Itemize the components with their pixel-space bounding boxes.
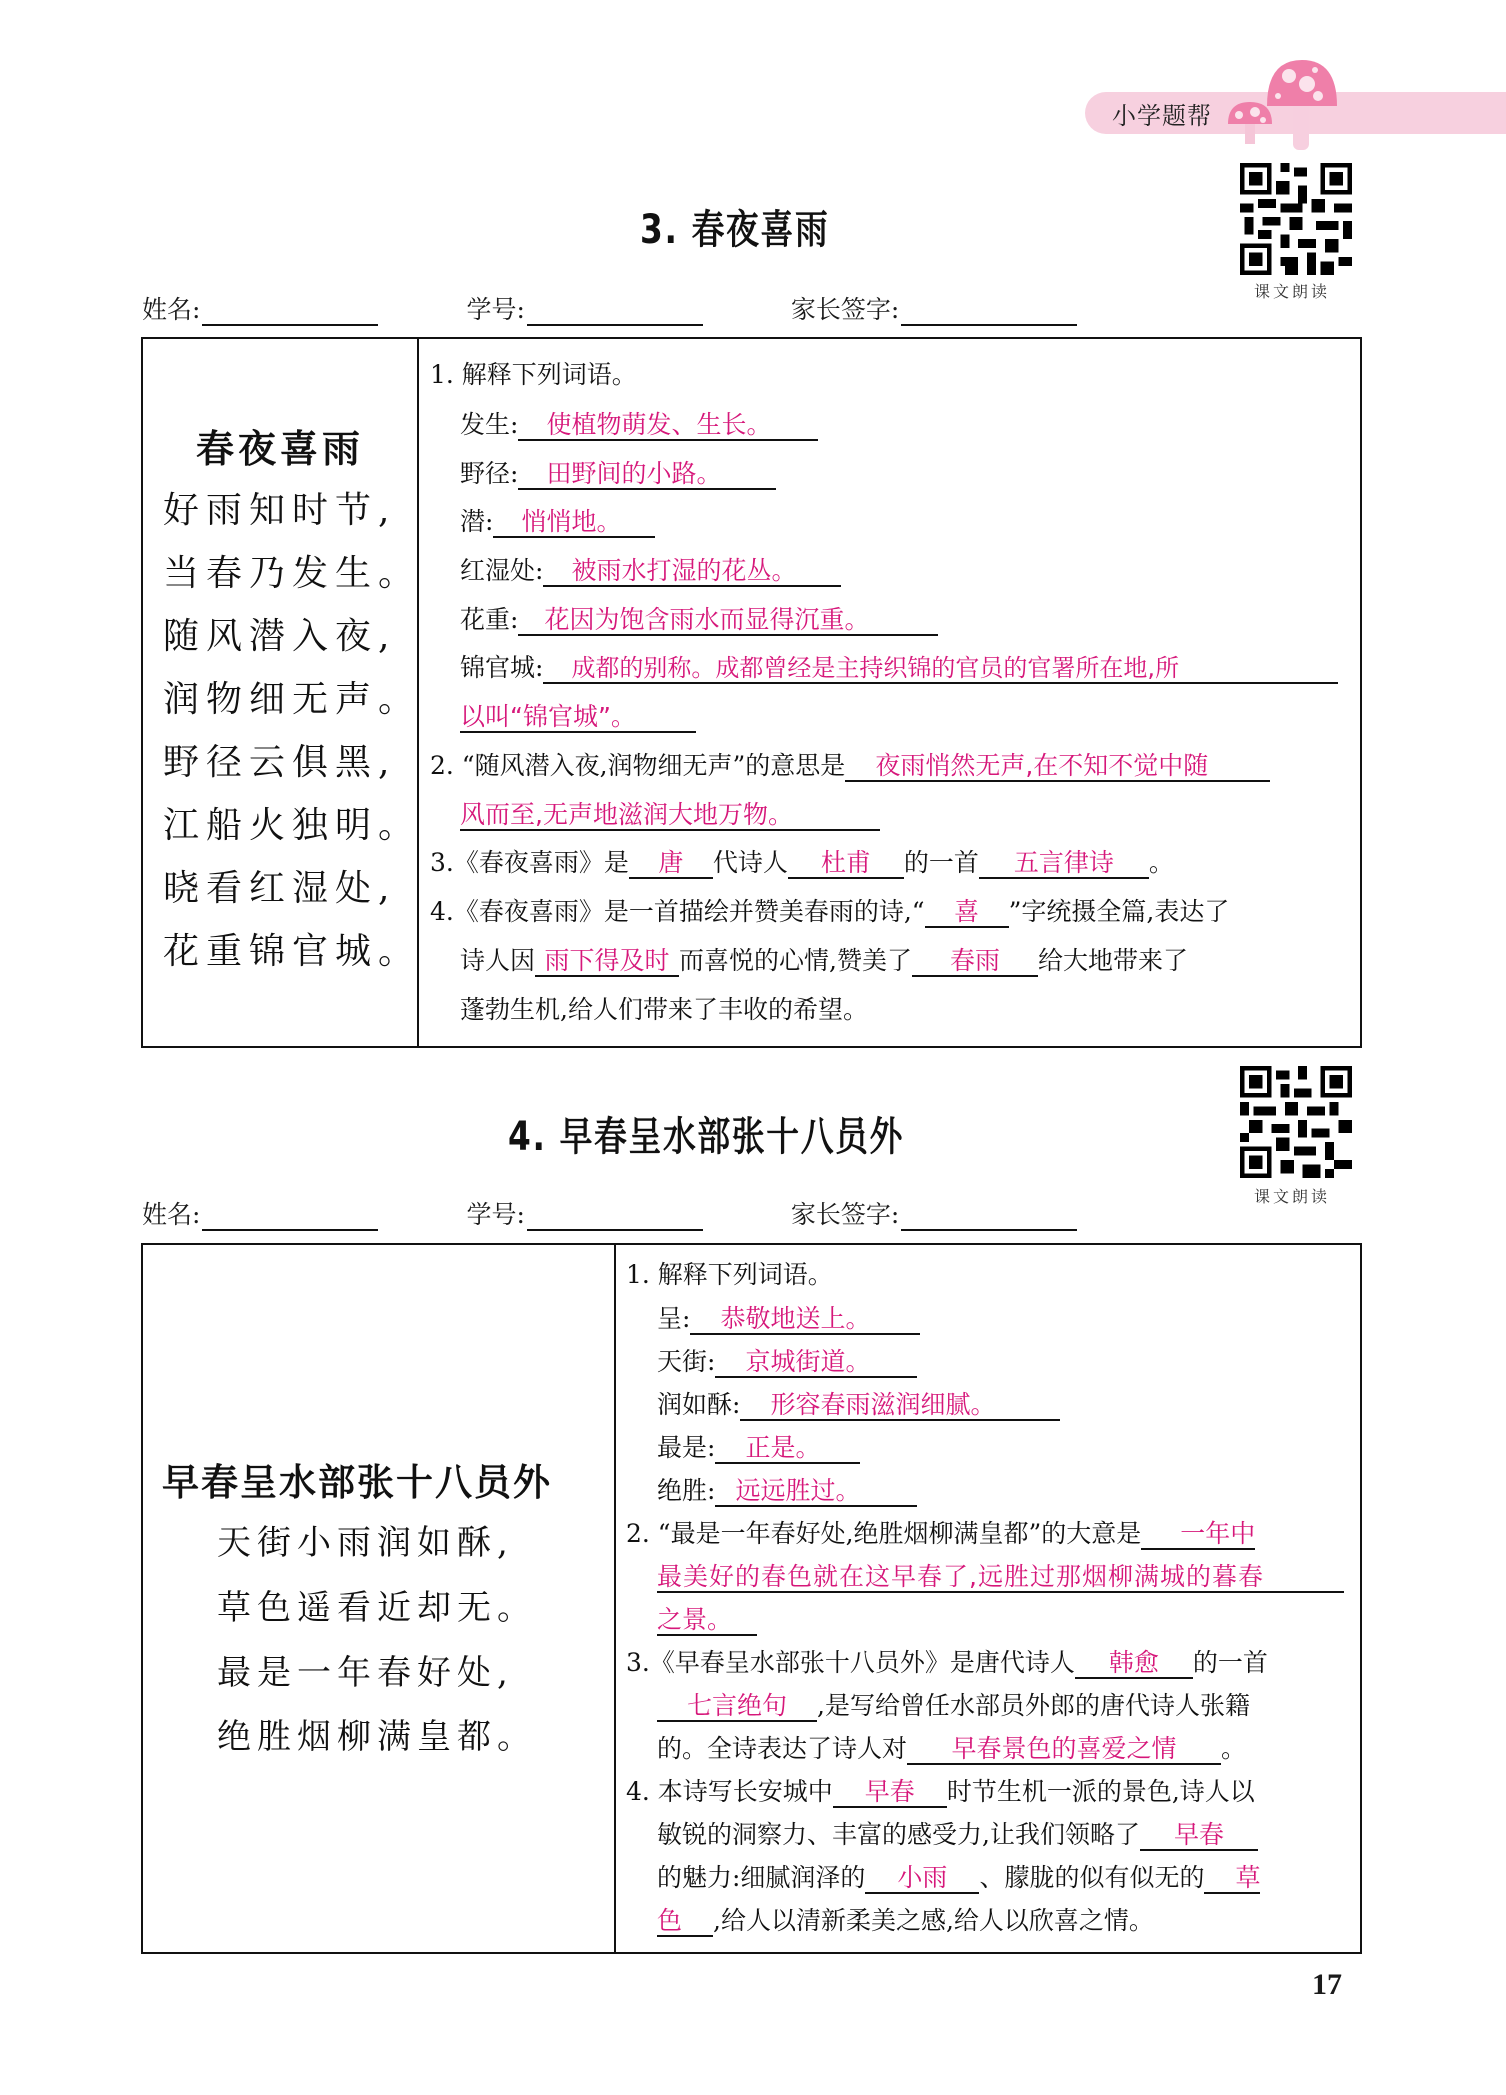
qr-code-icon[interactable] [1240,163,1352,275]
poem-title: 春夜喜雨 [196,427,365,471]
answer-blank[interactable]: 早春 [833,1778,947,1808]
answer-blank[interactable]: 唐 [629,849,713,879]
poem-line: 随风潜入夜, [163,616,397,657]
question-3-line-3: 的。全诗表达了诗人对 早春景色的喜爱之情 。 [657,1734,1247,1763]
answer-blank[interactable]: 悄悄地。 [493,508,655,538]
answer-blank[interactable]: 形容春雨滋润细腻。 [740,1391,1060,1421]
answer-continuation [657,1562,1344,1593]
answer-blank[interactable]: 田野间的小路。 [518,460,776,490]
poem-line: 润物细无声。 [163,679,422,720]
question-4: 4.《春夜喜雨》是一首描绘并赞美春雨的诗,“ 喜 ”字统摄全篇,表达了 [430,897,1230,926]
poem-line: 晓看红湿处, [163,868,397,909]
answer-blank[interactable]: 小雨 [865,1864,979,1894]
answer-blank[interactable]: 最美好的春色就在这早春了,远胜过那烟柳满城的暮春 [657,1563,1344,1593]
answer-blank[interactable]: 春雨 [912,947,1038,977]
answer-blank[interactable]: 夜雨悄然无声,在不知不觉中随 [845,752,1270,782]
answer-blank[interactable]: 成都的别称。成都曾经是主持织锦的官员的官署所在地,所 [543,654,1338,684]
question-4-line-3: 蓬勃生机,给人们带来了丰收的希望。 [460,995,868,1024]
question-2: 2. “随风潜入夜,润物细无声”的意思是 夜雨悄然无声,在不知不觉中随 [430,751,1270,782]
student-info-row [142,290,1077,326]
question-2: 2. “最是一年春好处,绝胜烟柳满皇都”的大意是 一年中 [626,1519,1256,1548]
page-number: 17 [1312,1968,1342,2001]
answer-blank[interactable]: 七言绝句 [657,1692,817,1722]
term-item: 呈: 恭敬地送上。 [657,1304,920,1335]
lesson-title: 4. 早春呈水部张十八员外 [508,1114,905,1160]
question-4-line-3: 的魅力:细腻润泽的 小雨 、朦胧的似有似无的 草 [657,1863,1261,1892]
signature-input-line[interactable] [901,1203,1077,1231]
poem-line: 草色遥看近却无。 [217,1588,537,1628]
term-item: 野径: 田野间的小路。 [460,459,776,490]
lesson-title: 3. 春夜喜雨 [640,207,830,253]
question-4: 4. 本诗写长安城中 早春 时节生机一派的景色,诗人以 [626,1777,1255,1806]
term-item: 锦官城: 成都的别称。成都曾经是主持织锦的官员的官署所在地,所 [460,653,1338,684]
question-prompt: 1. 解释下列词语。 [430,360,637,389]
poem-title: 早春呈水部张十八员外 [162,1461,552,1504]
answer-blank[interactable]: 之景。 [657,1606,757,1636]
signature-input-line[interactable] [901,298,1077,326]
answer-blank[interactable]: 喜 [925,898,1009,928]
poem-line: 最是一年春好处, [217,1653,514,1693]
term-item: 天街: 京城街道。 [657,1347,917,1378]
answer-continuation [460,702,696,733]
answer-continuation [460,800,880,831]
answer-blank[interactable]: 正是。 [715,1434,860,1464]
answer-blank[interactable]: 花因为饱含雨水而显得沉重。 [518,606,938,636]
brand-label: 小学题帮 [1112,102,1212,130]
answer-blank[interactable]: 早春景色的喜爱之情 [907,1735,1221,1765]
parent-signature-field[interactable]: 家长签字: [791,290,1077,326]
term-item: 发生: 使植物萌发、生长。 [460,410,818,441]
poem-line: 江船火独明。 [163,805,422,846]
answer-blank[interactable]: 杜甫 [788,849,904,879]
question-4-line-2: 诗人因 雨下得及时 而喜悦的心情,赞美了 春雨 给大地带来了 [460,946,1188,975]
question-4-line-4: 色 ,给人以清新柔美之感,给人以欣喜之情。 [657,1906,1154,1935]
answer-blank[interactable]: 使植物萌发、生长。 [518,411,818,441]
name-input-line[interactable] [202,1203,378,1231]
name-field[interactable]: 姓名: [142,1195,378,1231]
question-3: 3.《早春呈水部张十八员外》是唐代诗人 韩愈 的一首 [626,1648,1268,1677]
term-item: 花重: 花因为饱含雨水而显得沉重。 [460,605,938,636]
poem-line: 好雨知时节, [163,490,397,531]
question-prompt: 1. 解释下列词语。 [626,1260,833,1289]
term-item: 最是: 正是。 [657,1433,860,1464]
answer-blank[interactable]: 京城街道。 [715,1348,917,1378]
mushroom-icon [1265,58,1339,150]
answer-blank[interactable]: 韩愈 [1075,1649,1193,1679]
answer-blank[interactable]: 雨下得及时 [535,947,679,977]
term-item: 绝胜: 远远胜过。 [657,1476,917,1507]
poem-line: 花重锦官城。 [163,931,422,972]
question-4-line-2: 敏锐的洞察力、丰富的感受力,让我们领略了 早春 [657,1820,1258,1851]
term-item: 潜: 悄悄地。 [460,507,655,538]
poem-line: 当春乃发生。 [163,553,422,594]
column-divider [614,1245,616,1952]
student-id-input-line[interactable] [527,298,703,326]
answer-blank[interactable]: 一年中 [1141,1520,1255,1550]
student-id-input-line[interactable] [527,1203,703,1231]
answer-blank[interactable]: 以叫“锦官城”。 [460,703,696,733]
answer-blank[interactable]: 风而至,无声地滋润大地万物。 [460,801,880,831]
answer-blank[interactable]: 被雨水打湿的花丛。 [543,557,841,587]
name-field[interactable]: 姓名: [142,290,378,326]
poem-line: 天街小雨润如酥, [217,1523,514,1563]
student-id-field[interactable]: 学号: [466,290,702,326]
term-item: 润如酥: 形容春雨滋润细腻。 [657,1390,1060,1421]
answer-blank[interactable]: 早春 [1140,1821,1258,1851]
name-input-line[interactable] [202,298,378,326]
answer-blank[interactable]: 色 [657,1907,713,1937]
parent-signature-field[interactable]: 家长签字: [791,1195,1077,1231]
answer-blank[interactable]: 恭敬地送上。 [690,1305,920,1335]
qr-caption: 课文朗读 [1254,1187,1331,1206]
poem-line: 野径云俱黑, [163,742,397,783]
answer-blank[interactable]: 五言律诗 [979,849,1149,879]
poem-line: 绝胜烟柳满皇都。 [217,1717,537,1757]
qr-caption: 课文朗读 [1254,282,1331,301]
question-3-line-2: 七言绝句 ,是写给曾任水部员外郎的唐代诗人张籍 [657,1691,1250,1722]
answer-blank[interactable]: 远远胜过。 [715,1477,917,1507]
answer-continuation [657,1605,757,1636]
qr-code-icon[interactable] [1240,1066,1352,1178]
term-item: 红湿处: 被雨水打湿的花丛。 [460,556,841,587]
answer-blank[interactable]: 草 [1204,1864,1260,1894]
student-info-row [142,1195,1077,1231]
question-3: 3.《春夜喜雨》是 唐 代诗人 杜甫 的一首 五言律诗 。 [430,848,1174,877]
student-id-field[interactable]: 学号: [466,1195,702,1231]
